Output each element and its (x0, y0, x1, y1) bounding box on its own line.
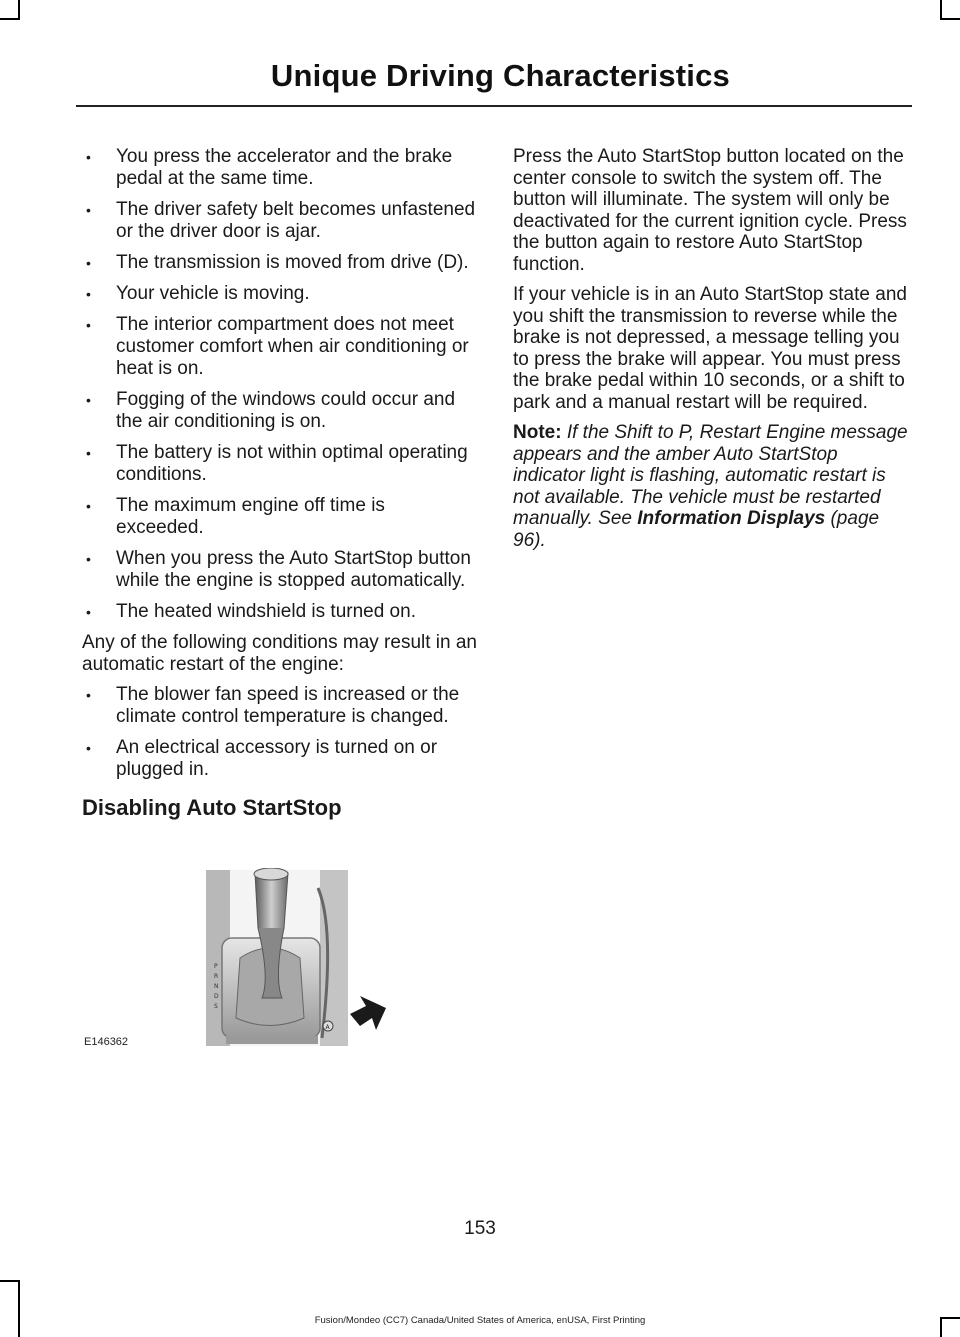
svg-text:S: S (214, 1003, 218, 1010)
list-item: • Your vehicle is moving. (86, 283, 310, 304)
list-item: • Fogging of the windows could occur and the air conditioning is on. (86, 389, 456, 432)
list-item: • The heated windshield is turned on. (86, 601, 416, 622)
list-item: • When you press the Auto StartStop button while the engine is stopped automatically. (86, 548, 471, 591)
section-heading: Disabling Auto StartStop (82, 795, 342, 820)
condition-list (82, 146, 477, 623)
bullet-icon: • (86, 202, 91, 218)
page-number: 153 (464, 1218, 496, 1239)
list-item: • The maximum engine off time is exceeded. (86, 495, 385, 538)
paragraph: Press the Auto StartStop button located on the center console to switch the system off. The button will illuminate. The system will only be deactivated for the current ignition cycle. Press the button again to restore Auto StartStop function. (513, 146, 907, 275)
svg-text:P: P (214, 963, 218, 970)
console-illustration (200, 868, 390, 1048)
list-item: • The transmission is moved from drive (D). (86, 252, 469, 273)
note (513, 422, 908, 551)
header-divider (76, 105, 912, 107)
svg-text:A: A (325, 1024, 330, 1031)
bullet-icon: • (86, 286, 91, 302)
svg-text:N: N (214, 983, 219, 990)
footer: Fusion/Mondeo (CC7) Canada/United States of America, enUSA, First Printing (314, 1315, 646, 1326)
list-item: • The interior compartment does not meet customer comfort when air conditioning or heat is on. (86, 314, 469, 379)
crop-mark (18, 1280, 20, 1337)
left-column (82, 146, 477, 821)
cross-reference-link[interactable]: Information Displays (637, 508, 826, 529)
page-reference: (page 96). (513, 508, 880, 551)
note-text: If the Shift to P, Restart Engine message appears and the amber Auto StartStop indicator light is flashing, automatic restart is not available. The vehicle must be restarted manually. See (513, 422, 908, 529)
crop-mark (18, 0, 20, 20)
bullet-icon: • (86, 551, 91, 567)
bullet-icon: • (86, 445, 91, 461)
bullet-icon: • (86, 255, 91, 271)
bullet-icon: • (86, 498, 91, 514)
list-item: • The battery is not within optimal operating conditions. (86, 442, 468, 485)
bullet-icon: • (86, 604, 91, 620)
paragraph: If your vehicle is in an Auto StartStop state and you shift the transmission to reverse while the brake is not depressed, a message telling you to press the brake will appear. You must press the brake pedal within 10 seconds, or a shift to park and a manual restart will be required. (513, 284, 907, 413)
bullet-icon: • (86, 149, 91, 165)
bullet-icon: • (86, 740, 91, 756)
crop-mark (940, 0, 942, 20)
svg-text:R: R (214, 973, 219, 980)
svg-text:D: D (214, 993, 219, 1000)
figure-id: E146362 (84, 1036, 129, 1048)
bullet-icon: • (86, 687, 91, 703)
crop-mark (0, 1280, 20, 1282)
list-item: • The blower fan speed is increased or the climate control temperature is changed. (86, 684, 460, 727)
bullet-icon: • (86, 392, 91, 408)
crop-mark (940, 18, 960, 20)
restart-intro: Any of the following conditions may result in an automatic restart of the engine: (82, 632, 477, 675)
crop-mark (0, 18, 20, 20)
right-column (513, 146, 908, 560)
bullet-icon: • (86, 317, 91, 333)
list-item: • An electrical accessory is turned on or plugged in. (86, 737, 438, 780)
list-item: • You press the accelerator and the brake pedal at the same time. (86, 146, 453, 189)
page-title: Unique Driving Characteristics (270, 58, 730, 93)
restart-list (82, 684, 477, 781)
note-label: Note: (513, 422, 562, 443)
list-item: • The driver safety belt becomes unfastened or the driver door is ajar. (86, 199, 476, 242)
